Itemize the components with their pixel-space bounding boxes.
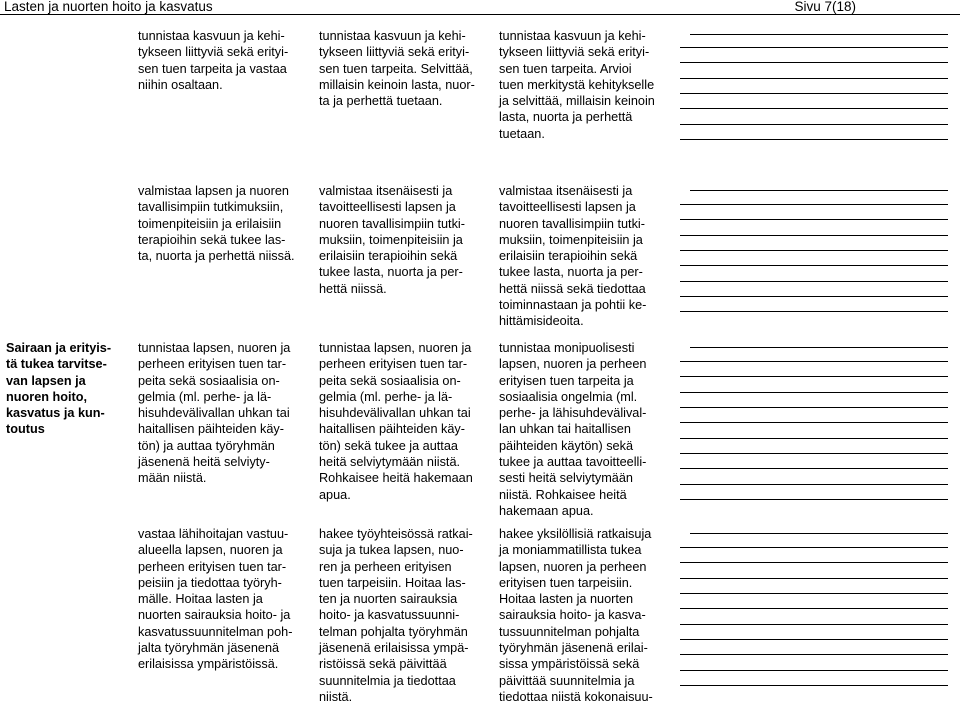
- answer-line: [680, 654, 948, 655]
- answer-line: [680, 670, 948, 671]
- answer-line: [680, 547, 948, 548]
- answer-line: [680, 250, 948, 251]
- answer-line: [680, 593, 948, 594]
- answer-line: [680, 93, 948, 94]
- answer-line: [680, 578, 948, 579]
- criteria-cell-r1-c3: tunnistaa kasvuun ja kehi- tykseen liittyviä sekä erityi- sen tuen tarpeita. Arvioi tuen merkitystä kehitykselle ja selvittää, millaisin keinoin lasta, nuorta ja perhettä tuetaan.: [499, 29, 655, 141]
- answer-line: [680, 47, 948, 48]
- answer-line: [680, 311, 948, 312]
- row-label: Sairaan ja erityis- tä tukea tarvitse- van lapsen ja nuoren hoito, kasvatus ja kun- toutus: [6, 341, 112, 437]
- page-header: [0, 0, 960, 15]
- answer-line: [680, 624, 948, 625]
- answer-line: [680, 204, 948, 205]
- answer-line: [680, 562, 948, 563]
- answer-line: [680, 499, 948, 500]
- answer-line: [680, 453, 948, 454]
- answer-line: [680, 108, 948, 109]
- answer-line: [680, 62, 948, 63]
- answer-line: [680, 484, 948, 485]
- criteria-cell-r4-c1: vastaa lähihoitajan vastuu- alueella lapsen, nuoren ja perheen erityisen tuen tar- peisiin ja tiedottaa työryh- mälle. Hoitaa lasten ja nuorten sairauksia hoito- ja kasvatussuunnitelman poh- jalta työryhmän jäsenenä erilaisissa ympäristöissä.: [138, 527, 293, 672]
- answer-line: [680, 685, 948, 686]
- answer-line: [680, 296, 948, 297]
- answer-line: [680, 361, 948, 362]
- answer-line: [680, 392, 948, 393]
- criteria-cell-r2-c1: valmistaa lapsen ja nuoren tavallisimpiin tutkimuksiin, toimenpiteisiin ja erilaisiin terapioihin sekä tukee las- ta, nuorta ja perhettä niissä.: [138, 184, 295, 264]
- criteria-cell-r3-c3: tunnistaa monipuolisesti lapsen, nuoren ja perheen erityisen tuen tarpeita ja sosiaalisia ongelmia (ml. perhe- ja lähisuhdevälival- lan uhkan tai haitallisen päihteiden käytön) sekä tukee ja auttaa tavoitteelli- sesti heitä selviytymään niistä. Rohkaisee heitä hakemaan apua.: [499, 341, 647, 518]
- answer-line: [680, 235, 948, 236]
- criteria-cell-r2-c2: valmistaa itsenäisesti ja tavoitteellisesti lapsen ja nuoren tavallisimpiin tutki- muksiin, toimenpiteisiin ja erilaisiin terapioihin sekä tukee lasta, nuorta ja per- hettä niissä.: [319, 184, 465, 296]
- answer-line: [690, 347, 948, 348]
- criteria-cell-r3-c2: tunnistaa lapsen, nuoren ja perheen erityisen tuen tar- peita sekä sosiaalisia on- gelmia (ml. perhe- ja lä- hisuhdevälivallan uhkan tai haitallisen päihteiden käy- tön) sekä tukee ja auttaa heitä selviytymään niistä. Rohkaisee heitä hakemaan apua.: [319, 341, 473, 502]
- answer-line: [690, 533, 948, 534]
- answer-line: [690, 34, 948, 35]
- answer-line: [680, 468, 948, 469]
- criteria-cell-r1-c1: tunnistaa kasvuun ja kehi- tykseen liittyviä sekä erityi- sen tuen tarpeita ja vastaa niihin osaltaan.: [138, 29, 289, 92]
- answer-line: [680, 281, 948, 282]
- answer-line: [680, 219, 948, 220]
- criteria-cell-r2-c3: valmistaa itsenäisesti ja tavoitteellisesti lapsen ja nuoren tavallisimpiin tutki- muksiin, toimenpiteisiin ja erilaisiin terapioihin sekä tukee lasta, nuorta ja per- hettä niissä sekä tiedottaa toiminnastaan ja pohtii ke- hittämisideoita.: [499, 184, 647, 329]
- page-number: Sivu 7(18): [794, 0, 856, 14]
- answer-line: [690, 190, 948, 191]
- answer-line: [680, 407, 948, 408]
- criteria-cell-r1-c2: tunnistaa kasvuun ja kehi- tykseen liittyviä sekä erityi- sen tuen tarpeita. Selvittää, millaisin keinoin lasta, nuor- ta ja perhettä tuetaan.: [319, 29, 475, 109]
- document-title: Lasten ja nuorten hoito ja kasvatus: [4, 0, 213, 14]
- answer-line: [680, 608, 948, 609]
- answer-line: [680, 265, 948, 266]
- criteria-cell-r4-c2: hakee työyhteisössä ratkai- suja ja tukea lapsen, nuo- ren ja perheen erityisen tuen tarpeisiin. Hoitaa las- ten ja nuorten sairauksia hoito- ja kasvatussuunni- telman pohjalta työryhmän jäsenenä erilaisissa ympä- ristöissä sekä päivittää suunnitelmia ja tiedottaa niistä.: [319, 527, 473, 704]
- answer-line: [680, 422, 948, 423]
- answer-line: [680, 124, 948, 125]
- criteria-cell-r4-c3: hakee yksilöllisiä ratkaisuja ja moniammatillista tukea lapsen, nuoren ja perheen erityisen tuen tarpeisiin. Hoitaa lasten ja nuorten sairauksia hoito- ja kasva- tussuunnitelman pohjalta työryhmän jäsenenä erilai- sissa ympäristöissä sekä päivittää suunnitelmia ja tiedottaa niistä kokonaisuu-: [499, 527, 653, 704]
- answer-line: [680, 78, 948, 79]
- answer-line: [680, 376, 948, 377]
- answer-line: [680, 438, 948, 439]
- answer-line: [680, 139, 948, 140]
- criteria-cell-r3-c1: tunnistaa lapsen, nuoren ja perheen erityisen tuen tar- peita sekä sosiaalisia on- gelmia (ml. perhe- ja lä- hisuhdevälivallan uhkan tai haitallisen päihteiden käy- tön) ja auttaa työryhmän jäsenenä heitä selviyty- mään niistä.: [138, 341, 291, 486]
- answer-line: [680, 639, 948, 640]
